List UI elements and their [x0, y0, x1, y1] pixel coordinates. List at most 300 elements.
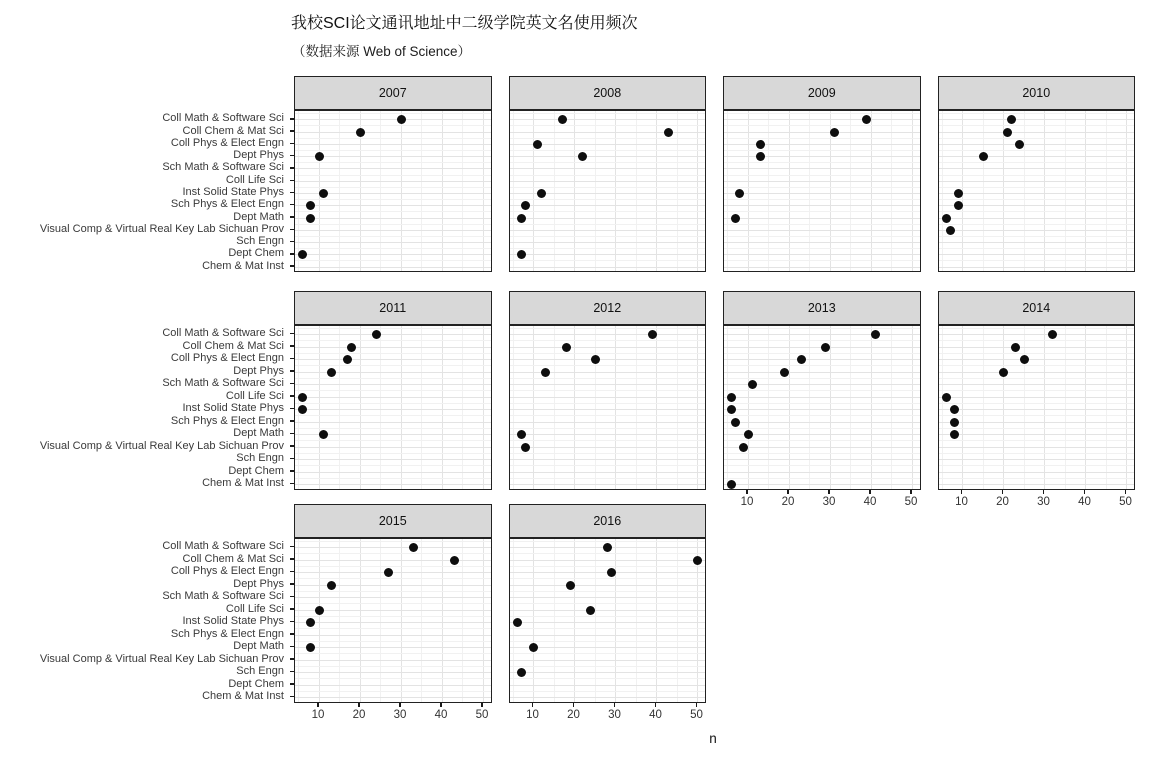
y-axis-label: Inst Solid State Phys [182, 615, 284, 627]
grid-major-h [295, 218, 492, 219]
grid-major-h [295, 672, 492, 673]
grid-major-h [510, 372, 707, 373]
facet-strip-label: 2007 [378, 86, 407, 100]
data-point [954, 189, 963, 198]
grid-minor-h [724, 175, 921, 176]
grid-minor-h [295, 328, 492, 329]
y-axis-label: Dept Chem [228, 464, 284, 477]
data-point [347, 343, 356, 352]
data-point [298, 250, 307, 259]
x-tick-label: 10 [526, 708, 539, 721]
facet-panel [509, 110, 707, 272]
grid-minor-h [724, 365, 921, 366]
data-point [298, 393, 307, 402]
grid-minor-h [724, 428, 921, 429]
grid-minor-h [510, 653, 707, 654]
grid-major-h [510, 585, 707, 586]
grid-minor-h [295, 591, 492, 592]
x-tick-label: 20 [567, 708, 580, 721]
grid-major-h [724, 230, 921, 231]
y-axis-label: Dept Phys [233, 364, 284, 377]
grid-major-h [510, 359, 707, 360]
grid-major-h [510, 397, 707, 398]
grid-major-h [510, 647, 707, 648]
grid-minor-h [510, 415, 707, 416]
grid-minor-h [295, 138, 492, 139]
grid-major-h [724, 144, 921, 145]
grid-major-h [724, 218, 921, 219]
data-point [533, 140, 542, 149]
grid-minor-h [939, 113, 1136, 114]
facet-strip [294, 504, 492, 538]
data-point [727, 480, 736, 489]
data-point [603, 543, 612, 552]
facet-strip-label: 2008 [593, 86, 622, 100]
grid-major-h [510, 560, 707, 561]
data-point [315, 152, 324, 161]
grid-major-h [510, 622, 707, 623]
grid-major-h [724, 132, 921, 133]
grid-major-h [295, 267, 492, 268]
data-point [739, 443, 748, 452]
y-axis-label: Dept Math [233, 427, 284, 439]
grid-minor-h [510, 691, 707, 692]
data-point [1011, 343, 1020, 352]
grid-major-h [724, 168, 921, 169]
grid-major-h [510, 459, 707, 460]
grid-major-h [295, 572, 492, 573]
grid-minor-h [510, 440, 707, 441]
x-tick-label: 20 [996, 495, 1009, 508]
grid-minor-h [295, 440, 492, 441]
x-tick-label: 40 [434, 708, 448, 721]
grid-major-h [724, 359, 921, 360]
grid-minor-h [724, 236, 921, 237]
grid-minor-h [724, 125, 921, 126]
grid-minor-h [510, 641, 707, 642]
data-point [950, 418, 959, 427]
grid-major-h [295, 422, 492, 423]
data-point [727, 393, 736, 402]
grid-minor-h [510, 328, 707, 329]
y-axis-label: Dept Math [233, 210, 284, 223]
facet-strip-label: 2009 [807, 86, 836, 100]
data-point [517, 214, 526, 223]
grid-major-h [295, 230, 492, 231]
y-axis-label: Coll Phys & Elect Engn [170, 352, 284, 364]
x-tick-mark [481, 703, 482, 708]
x-tick-mark [614, 703, 615, 708]
grid-minor-h [724, 378, 921, 379]
x-tick-mark [787, 490, 788, 495]
x-tick-label: 30 [822, 495, 836, 508]
data-point [797, 355, 806, 364]
grid-major-h [939, 181, 1136, 182]
x-tick-label: 10 [740, 495, 754, 508]
grid-minor-h [939, 403, 1136, 404]
y-axis-label: Coll Life Sci [225, 602, 284, 615]
grid-minor-h [510, 541, 707, 542]
grid-minor-h [510, 353, 707, 354]
grid-major-h [295, 168, 492, 169]
grid-major-h [295, 597, 492, 598]
data-point [517, 668, 526, 677]
grid-minor-h [724, 415, 921, 416]
grid-minor-h [724, 187, 921, 188]
grid-minor-h [510, 465, 707, 466]
grid-minor-h [295, 453, 492, 454]
x-tick-label: 50 [1119, 495, 1132, 508]
grid-major-h [295, 347, 492, 348]
grid-minor-h [295, 641, 492, 642]
grid-major-h [510, 205, 707, 206]
y-axis-label: Sch Engn [236, 235, 284, 248]
data-point [731, 418, 740, 427]
data-point [541, 368, 550, 377]
y-axis-label: Sch Math & Software Sci [162, 161, 284, 174]
grid-major-h [510, 218, 707, 219]
grid-major-h [939, 168, 1136, 169]
grid-minor-h [939, 390, 1136, 391]
x-tick-mark [961, 490, 962, 495]
facet-strip-label: 2010 [1022, 86, 1051, 100]
grid-minor-h [939, 453, 1136, 454]
grid-major-h [724, 459, 921, 460]
grid-minor-h [295, 340, 492, 341]
grid-minor-h [295, 199, 492, 200]
grid-minor-h [295, 578, 492, 579]
data-point [513, 618, 522, 627]
data-point [821, 343, 830, 352]
y-axis-label: Coll Math & Software Sci [162, 540, 284, 552]
facet-strip-label: 2013 [807, 300, 836, 315]
facet-strip [938, 291, 1136, 325]
x-tick-mark [869, 490, 870, 495]
grid-minor-h [295, 678, 492, 679]
grid-minor-h [724, 150, 921, 151]
y-axis-label: Coll Chem & Mat Sci [182, 552, 284, 565]
facet-panel [509, 325, 707, 490]
data-point [521, 443, 530, 452]
grid-major-h [510, 597, 707, 598]
grid-minor-h [295, 390, 492, 391]
x-tick-mark [573, 703, 574, 708]
grid-major-h [939, 156, 1136, 157]
x-tick-mark [1084, 490, 1085, 495]
y-axis-label: Coll Math & Software Sci [162, 327, 284, 339]
grid-minor-h [724, 403, 921, 404]
facet-strip [509, 76, 707, 110]
y-axis-label: Coll Phys & Elect Engn [170, 565, 284, 577]
data-point [731, 214, 740, 223]
facet-strip [294, 76, 492, 110]
x-tick-mark [358, 703, 359, 708]
grid-minor-h [724, 211, 921, 212]
grid-minor-h [510, 478, 707, 479]
data-point [946, 226, 955, 235]
grid-minor-h [939, 340, 1136, 341]
grid-minor-h [724, 453, 921, 454]
data-point [306, 618, 315, 627]
grid-minor-h [510, 211, 707, 212]
grid-major-h [939, 472, 1136, 473]
x-tick-mark [746, 490, 747, 495]
data-point [537, 189, 546, 198]
y-axis-label: Dept Phys [233, 149, 284, 162]
y-axis-label: Dept Phys [233, 577, 284, 590]
y-axis-label: Sch Phys & Elect Engn [170, 198, 284, 211]
grid-minor-h [939, 440, 1136, 441]
grid-major-h [939, 254, 1136, 255]
x-tick-label: 10 [311, 708, 325, 721]
grid-major-h [724, 484, 921, 485]
grid-minor-h [510, 187, 707, 188]
grid-minor-h [510, 224, 707, 225]
grid-minor-h [939, 224, 1136, 225]
data-point [1007, 115, 1016, 124]
grid-major-h [510, 484, 707, 485]
grid-minor-h [724, 390, 921, 391]
data-point [735, 189, 744, 198]
grid-major-h [724, 181, 921, 182]
grid-minor-h [939, 328, 1136, 329]
grid-minor-h [939, 150, 1136, 151]
data-point [950, 405, 959, 414]
grid-major-h [295, 484, 492, 485]
data-point [558, 115, 567, 124]
facet-strip-label: 2011 [379, 300, 407, 315]
grid-major-h [510, 447, 707, 448]
grid-minor-h [510, 340, 707, 341]
grid-major-h [295, 397, 492, 398]
grid-major-h [939, 459, 1136, 460]
data-point [562, 343, 571, 352]
grid-major-h [295, 547, 492, 548]
grid-major-h [939, 397, 1136, 398]
chart-subtitle: （数据来源 Web of Science） [292, 44, 472, 59]
grid-minor-h [295, 248, 492, 249]
y-axis-label: Visual Comp & Virtual Real Key Lab Sichuan Prov [39, 439, 284, 452]
grid-major-h [510, 230, 707, 231]
grid-major-h [724, 267, 921, 268]
grid-major-h [939, 144, 1136, 145]
grid-major-h [510, 660, 707, 661]
grid-major-h [939, 119, 1136, 120]
data-point [942, 393, 951, 402]
grid-major-h [295, 205, 492, 206]
grid-minor-h [295, 616, 492, 617]
grid-major-h [724, 434, 921, 435]
facet-strip [509, 291, 707, 325]
grid-major-h [295, 697, 492, 698]
grid-minor-h [939, 187, 1136, 188]
grid-minor-h [295, 224, 492, 225]
grid-major-h [724, 472, 921, 473]
y-axis-label: Dept Math [233, 640, 284, 652]
grid-minor-h [724, 162, 921, 163]
data-point [306, 214, 315, 223]
grid-major-h [939, 359, 1136, 360]
grid-minor-h [295, 365, 492, 366]
grid-minor-h [939, 175, 1136, 176]
data-point [586, 606, 595, 615]
facet-strip-label: 2016 [593, 513, 622, 528]
grid-minor-h [295, 691, 492, 692]
data-point [517, 250, 526, 259]
grid-major-h [724, 156, 921, 157]
grid-minor-h [939, 353, 1136, 354]
grid-minor-h [295, 211, 492, 212]
x-tick-mark [828, 490, 829, 495]
data-point [319, 430, 328, 439]
grid-minor-h [510, 390, 707, 391]
grid-major-h [939, 230, 1136, 231]
grid-minor-h [939, 138, 1136, 139]
grid-major-h [295, 660, 492, 661]
grid-major-h [295, 156, 492, 157]
x-tick-label: 30 [608, 708, 621, 721]
grid-minor-h [510, 428, 707, 429]
grid-minor-h [295, 125, 492, 126]
grid-minor-h [295, 150, 492, 151]
grid-major-h [510, 672, 707, 673]
grid-major-h [510, 384, 707, 385]
grid-minor-h [295, 378, 492, 379]
grid-minor-h [724, 353, 921, 354]
grid-minor-h [724, 328, 921, 329]
grid-minor-h [295, 415, 492, 416]
grid-major-h [295, 447, 492, 448]
data-point [306, 201, 315, 210]
data-point [607, 568, 616, 577]
y-axis-label: Chem & Mat Inst [202, 690, 284, 702]
grid-minor-h [295, 478, 492, 479]
grid-major-h [510, 156, 707, 157]
grid-minor-h [939, 125, 1136, 126]
y-axis-label: Coll Phys & Elect Engn [170, 136, 284, 149]
grid-major-h [724, 254, 921, 255]
grid-major-h [939, 347, 1136, 348]
grid-major-h [510, 347, 707, 348]
grid-major-h [939, 205, 1136, 206]
data-point [1048, 330, 1057, 339]
x-tick-label: 50 [475, 708, 489, 721]
grid-minor-h [510, 236, 707, 237]
grid-major-h [939, 193, 1136, 194]
grid-minor-h [724, 340, 921, 341]
grid-major-h [724, 397, 921, 398]
facet-strip [723, 76, 921, 110]
y-axis-label: Dept Chem [228, 247, 284, 260]
grid-major-h [939, 218, 1136, 219]
grid-minor-h [295, 113, 492, 114]
grid-major-h [939, 267, 1136, 268]
facet-strip [509, 504, 707, 538]
grid-minor-h [510, 591, 707, 592]
grid-minor-h [510, 578, 707, 579]
grid-major-h [510, 409, 707, 410]
grid-minor-h [295, 553, 492, 554]
grid-major-h [724, 334, 921, 335]
facet-panel [294, 538, 492, 703]
data-point [999, 368, 1008, 377]
grid-minor-h [939, 211, 1136, 212]
grid-minor-h [939, 378, 1136, 379]
x-tick-mark [532, 703, 533, 708]
grid-major-h [939, 434, 1136, 435]
grid-minor-h [510, 150, 707, 151]
x-tick-label: 50 [904, 495, 918, 508]
grid-minor-h [510, 453, 707, 454]
data-point [319, 189, 328, 198]
grid-minor-h [295, 653, 492, 654]
grid-major-h [724, 205, 921, 206]
y-axis-label: Coll Chem & Mat Sci [182, 339, 284, 352]
data-point [372, 330, 381, 339]
x-tick-mark [655, 703, 656, 708]
grid-minor-h [510, 260, 707, 261]
y-axis-label: Coll Life Sci [225, 389, 284, 402]
grid-major-h [510, 610, 707, 611]
grid-major-h [510, 685, 707, 686]
x-tick-label: 40 [1078, 495, 1091, 508]
grid-major-h [939, 484, 1136, 485]
grid-major-h [724, 409, 921, 410]
grid-major-h [939, 372, 1136, 373]
grid-major-h [510, 168, 707, 169]
grid-minor-h [724, 224, 921, 225]
grid-minor-h [939, 415, 1136, 416]
grid-major-h [295, 472, 492, 473]
grid-major-h [724, 242, 921, 243]
grid-major-h [295, 144, 492, 145]
y-axis-label: Sch Phys & Elect Engn [170, 414, 284, 427]
grid-minor-h [510, 678, 707, 679]
y-axis-label: Sch Phys & Elect Engn [170, 627, 284, 640]
data-point [1003, 128, 1012, 137]
data-point [327, 581, 336, 590]
grid-major-h [295, 384, 492, 385]
grid-major-h [510, 422, 707, 423]
grid-minor-h [510, 365, 707, 366]
grid-minor-h [724, 260, 921, 261]
grid-minor-h [510, 125, 707, 126]
x-tick-label: 30 [1037, 495, 1050, 508]
grid-minor-h [295, 162, 492, 163]
grid-minor-h [510, 603, 707, 604]
grid-minor-h [295, 353, 492, 354]
grid-minor-h [939, 428, 1136, 429]
facet-strip-label: 2014 [1022, 300, 1051, 315]
grid-minor-h [939, 478, 1136, 479]
grid-major-h [510, 242, 707, 243]
grid-minor-h [939, 465, 1136, 466]
x-tick-mark [910, 490, 911, 495]
data-point [942, 214, 951, 223]
data-point [517, 430, 526, 439]
grid-minor-h [295, 175, 492, 176]
grid-major-h [295, 560, 492, 561]
y-axis-label: Inst Solid State Phys [182, 402, 284, 414]
grid-major-h [510, 181, 707, 182]
grid-minor-h [510, 175, 707, 176]
grid-major-h [295, 372, 492, 373]
facet-panel [938, 110, 1136, 272]
data-point [450, 556, 459, 565]
y-axis-label: Visual Comp & Virtual Real Key Lab Sichuan Prov [39, 652, 284, 665]
x-tick-mark [1043, 490, 1044, 495]
grid-minor-h [510, 138, 707, 139]
